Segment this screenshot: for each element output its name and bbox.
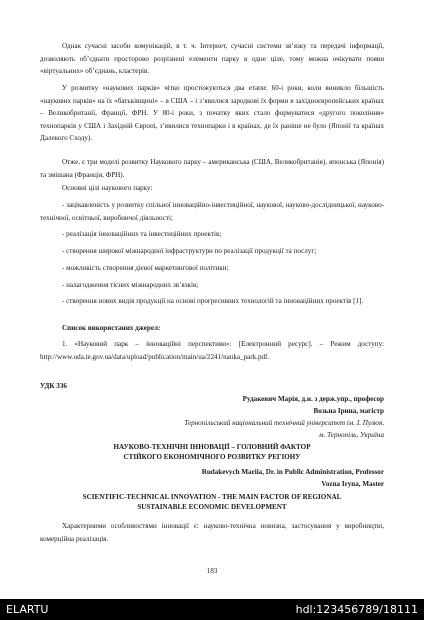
goal-item: - можливість створення дієвої маркетингової політики; — [62, 264, 229, 272]
author-2: Возьна Ірина, магістр — [313, 407, 384, 415]
author-1-en: Rudakevych Mariia, Dr. in Public Administration, Professor — [201, 468, 384, 476]
abstract-paragraph: Характерними особливостями інновації є: науково-технічна новизна, застосування у виробництві, комерційна реалізація. — [40, 522, 384, 543]
goal-item: - створення нових видів продукції на основі прогресивних технологій та інноваційних проектів [1]. — [62, 297, 364, 305]
paragraph-2: У розвитку «наукових парків» чітко простежуються два етапи: 60-і роки, коли виникло більшість «наукових парків» на їх «батьківщині» – в США – і з’явилися зародкові їх форми в західноєвропейських країнах – Великобританії, Франції, ФРН. У 80-і роки, з початку яких стало формуватися «другого покоління» технопарків у США і Західній Європі, з’явилися технопарки і в країнах, де їх раніше не було (Японії та країнах Далекого Сходу). — [40, 84, 384, 143]
reference-item: 1. «Науковий парк – інноваційні перспективи»: [Електронний ресурс]. – Режим доступу: http://www.oda.te.gov.ua/data/upload/publication/main/ua/2241/nauka_park.pdf. — [40, 340, 384, 361]
title-en-line-1: SCIENTIFIC-TECHNICAL INNOVATION - THE MAIN FACTOR OF REGIONAL — [82, 493, 342, 501]
affiliation-line-1: Тернопільський національний технічний університет ім. І. Пулюя, — [184, 419, 384, 427]
paragraph-3: Отже, є три моделі розвитку Наукового парку – американська (США, Великобританія), японська (Японія) та змішана (Франція, ФРН). — [40, 158, 384, 179]
goal-item: - налагодження тісних міжнародних зв’язків; — [62, 281, 199, 289]
title-ua-line-2: СТІЙКОГО ЕКОНОМІЧНОГО РОЗВИТКУ РЕГІОНУ — [123, 453, 301, 461]
footer-repository-name: ELARTU — [6, 603, 49, 616]
repository-footer — [0, 599, 424, 620]
udk-code: УДК 336 — [40, 382, 67, 390]
paragraph-1: Однак сучасні засоби комунікацій, в т. ч. Інтернет, сучасні системи зв’язку та передачі інформації, дозволяють об’єднати просторово розрізнені елементи парку в одне ціле, тому можна очікувати появи «віртуальних» об’єднань, кластерів. — [40, 42, 384, 76]
author-1: Рудакевич Марія, д.н. з держ.упр., професор — [242, 395, 384, 403]
affiliation-line-2: м. Тернопіль, Україна — [319, 431, 384, 439]
references-heading: Список використаних джерел: — [62, 324, 161, 332]
footer-handle-id: hdl:123456789/18111 — [295, 603, 418, 616]
paragraph-4: Основні цілі наукового парку: — [62, 184, 153, 192]
author-2-en: Vozna Iryna, Master — [321, 480, 384, 488]
goal-item: - реалізація інноваційних та інвестиційних проектів; — [62, 230, 222, 238]
title-ua-line-1: НАУКОВО-ТЕХНІЧНІ ІННОВАЦІЇ – ГОЛОВНИЙ ФАКТОР — [113, 443, 311, 451]
goal-item: - створення широкої міжнародної інфраструктури по реалізації продукції та послуг; — [62, 247, 317, 255]
page-number: 183 — [206, 567, 218, 575]
title-en-line-2: SUSTAINABLE ECONOMIC DEVELOPMENT — [137, 503, 287, 511]
goal-item: - зацікавленість у розвитку спільної інноваційно-інвестиційної, наукової, науково-дослідницької, науково-технічної, освітньої, виробничої діяльності; — [40, 201, 384, 222]
